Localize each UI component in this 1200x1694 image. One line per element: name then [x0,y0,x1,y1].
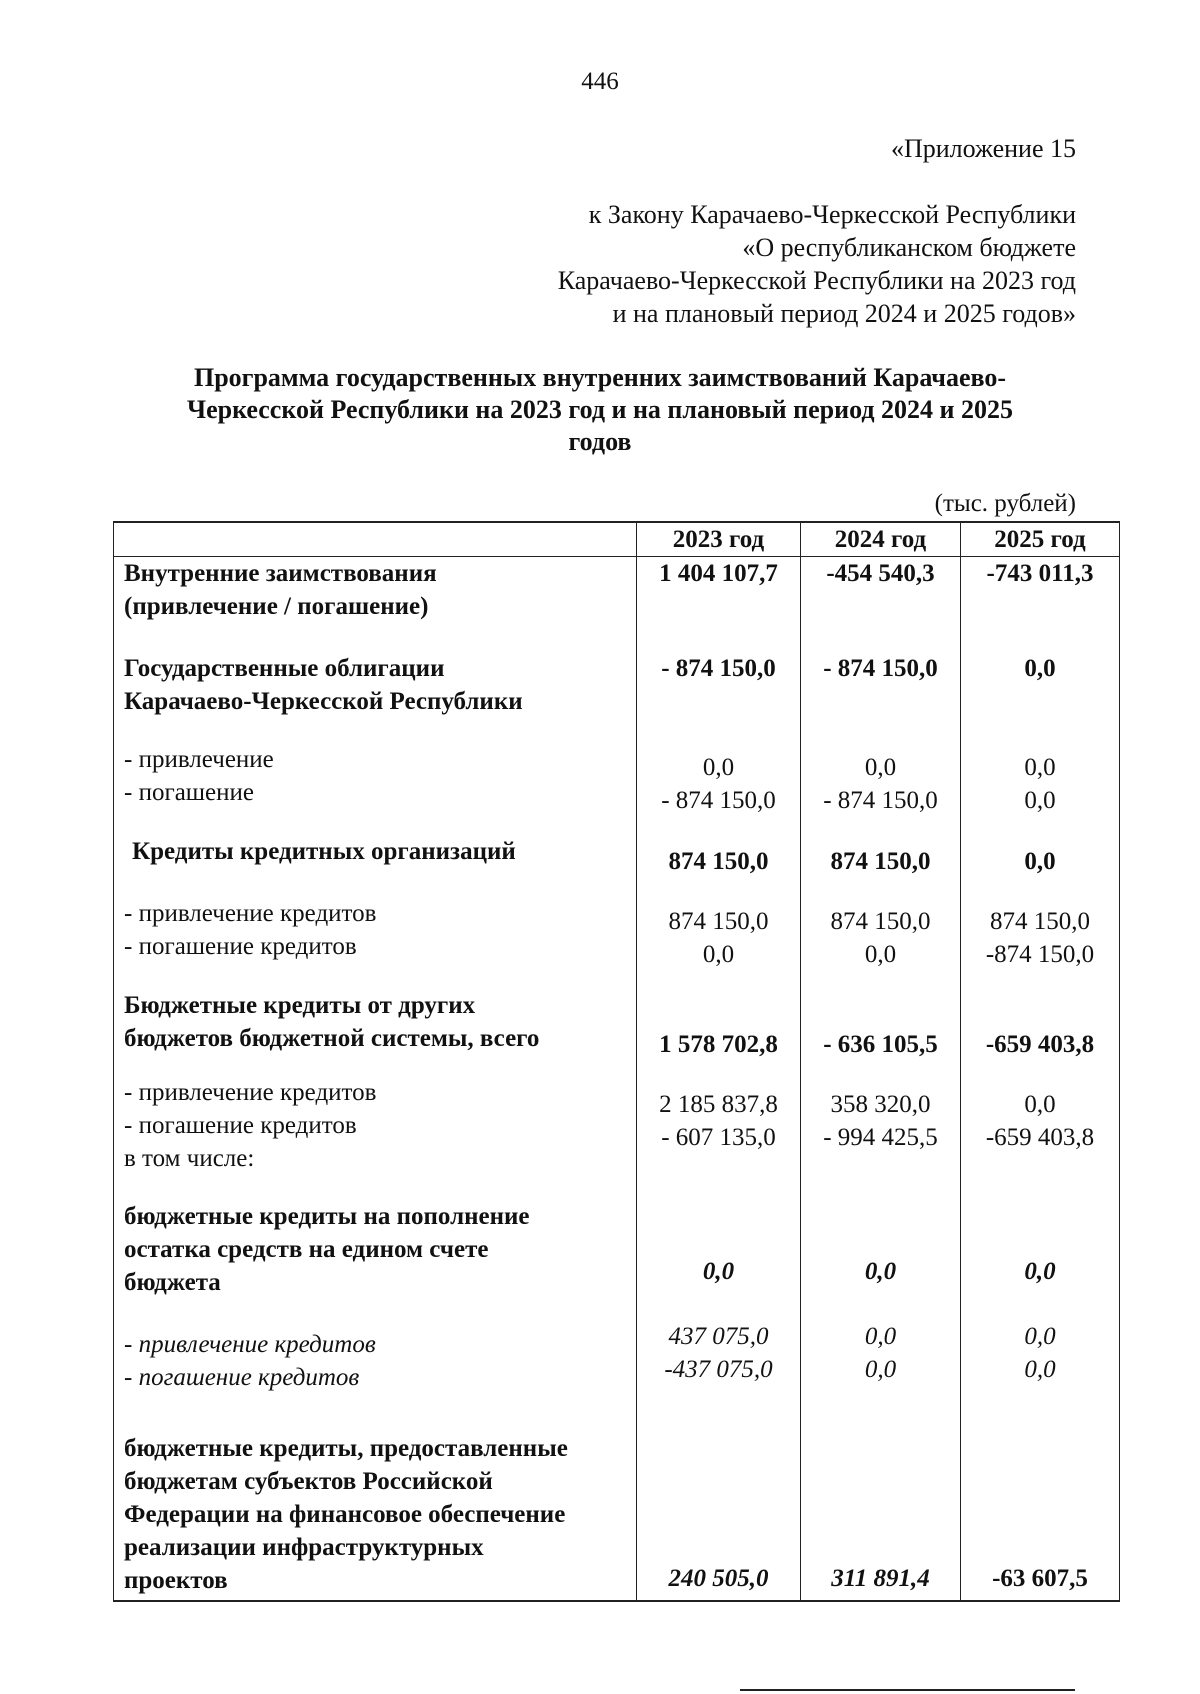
value-line: 0,0 [702,754,735,781]
row-label-budget-credits [114,989,637,1076]
table-row [114,897,1120,989]
header-2024: 2024 год [801,522,961,557]
footer-rule [740,1689,1075,1691]
value-line: 0,0 [864,1323,897,1350]
row-label-infrastructure [114,1432,637,1601]
value-line: 0,0 [1024,754,1056,781]
value-line: - 607 135,0 [661,1124,776,1151]
label-line: бюджета [124,1269,221,1296]
values-2025 [961,743,1120,835]
law-line: и на плановый период 2024 и 2025 годов» [612,299,1076,328]
table-row [114,652,1120,743]
values-2023 [637,1320,801,1432]
values-2024 [801,1076,961,1200]
values-2024 [801,897,961,989]
row-label-bank-sub [114,897,637,989]
label-line: бюджетам субъектов Российской [124,1468,493,1495]
title-line: Черкесской Республики на 2023 год и на плановый период 2024 и 2025 [187,395,1013,424]
value-line: 874 150,0 [668,908,769,935]
label-line: проектов [124,1567,228,1594]
law-line: «О республиканском бюджете [742,233,1076,262]
law-line: к Закону Карачаево-Черкесской Республики [588,200,1076,229]
label-line: - погашение [124,779,255,806]
label-line: - погашение кредитов [124,933,357,960]
value-line: -874 150,0 [985,941,1095,968]
value-line: 0,0 [702,941,735,968]
header-2023: 2023 год [637,522,801,557]
value-2024: 311 891,4 [801,1432,961,1601]
value-2025: 0,0 [961,1200,1120,1320]
value-line: 0,0 [864,941,897,968]
value-2023: 1 404 107,7 [637,557,801,653]
label-line: - погашение кредитов [124,1112,357,1139]
header-blank [114,522,637,557]
value-line: 0,0 [864,754,897,781]
value-line: 0,0 [1024,1323,1056,1350]
table-row [114,835,1120,897]
value-2023: 1 578 702,8 [637,989,801,1076]
label-line: - привлечение [124,746,274,773]
label-line: - привлечение кредитов [124,1079,377,1106]
appendix-label: «Приложение 15 [890,134,1076,163]
value-2024: - 874 150,0 [801,652,961,743]
label-line: Бюджетные кредиты от других [124,992,476,1019]
value-line: -659 403,8 [985,1124,1095,1151]
value-line: 2 185 837,8 [659,1091,778,1118]
value-2024: -454 540,3 [801,557,961,653]
label-line: остатка средств на едином счете [124,1236,489,1263]
value-line: - 994 425,5 [823,1124,938,1151]
label-line: в том числе: [124,1145,255,1172]
values-2025 [961,1320,1120,1432]
row-label-bonds [114,652,637,743]
value-2023: 874 150,0 [637,835,801,897]
values-2024 [801,743,961,835]
label-line: Внутренние заимствования [124,560,437,587]
label-line: бюджетов бюджетной системы, всего [124,1025,540,1052]
label-line: Кредиты кредитных организаций [132,838,516,865]
values-2023 [637,897,801,989]
table-header-row [114,522,1120,557]
document-title [120,362,1080,458]
row-label-bank-credits [114,835,637,897]
value-line: 874 150,0 [990,908,1090,935]
page-number: 446 [581,68,619,95]
row-label-single-account-sub [114,1320,637,1432]
label-line: - погашение кредитов [124,1364,360,1391]
title-line: годов [568,427,632,456]
value-line: 0,0 [1024,1356,1056,1383]
units-label: (тыс. рублей) [934,490,1076,517]
header-2025: 2025 год [961,522,1120,557]
value-line: 437 075,0 [668,1323,769,1350]
label-line: Карачаево-Черкесской Республики [124,688,523,715]
law-line: Карачаево-Черкесской Республики на 2023 год [557,266,1076,295]
value-2025: -659 403,8 [961,989,1120,1076]
row-label-internal [114,557,637,653]
value-line: 358 320,0 [830,1091,931,1118]
row-label-single-account [114,1200,637,1320]
value-2023: 0,0 [637,1200,801,1320]
label-line: бюджетные кредиты на пополнение [124,1203,530,1230]
row-label-bonds-sub [114,743,637,835]
values-2025 [961,897,1120,989]
law-reference [558,198,1076,330]
table-row [114,1076,1120,1200]
value-line: -437 075,0 [664,1356,773,1383]
table-row [114,989,1120,1076]
label-line: Федерации на финансовое обеспечение [124,1501,566,1528]
label-line: - привлечение кредитов [124,1331,376,1358]
table-row [114,1320,1120,1432]
values-2023 [637,743,801,835]
label-line: реализации инфраструктурных [124,1534,484,1561]
value-line: 874 150,0 [830,908,931,935]
value-line: - 874 150,0 [661,787,776,814]
value-2023: 240 505,0 [637,1432,801,1601]
value-2024: - 636 105,5 [801,989,961,1076]
value-2025: 0,0 [961,835,1120,897]
title-line: Программа государственных внутренних заимствований Карачаево- [193,363,1007,392]
label-line: - привлечение кредитов [124,900,377,927]
row-label-budget-sub [114,1076,637,1200]
value-line: 0,0 [864,1356,897,1383]
value-2024: 0,0 [801,1200,961,1320]
values-2023 [637,1076,801,1200]
table-row [114,1432,1120,1601]
label-line: (привлечение / погашение) [124,593,429,620]
value-2025: 0,0 [961,652,1120,743]
borrowing-table [113,521,1120,1602]
value-line: 0,0 [1024,787,1056,814]
value-line: - 874 150,0 [823,787,938,814]
value-2023: - 874 150,0 [637,652,801,743]
value-line: 0,0 [1024,1091,1056,1118]
values-2025 [961,1076,1120,1200]
table-row [114,743,1120,835]
label-line: Государственные облигации [124,655,445,682]
table-row [114,557,1120,653]
table-row [114,1200,1120,1320]
value-2024: 874 150,0 [801,835,961,897]
value-2025: -743 011,3 [961,557,1120,653]
label-line: бюджетные кредиты, предоставленные [124,1435,568,1462]
values-2024 [801,1320,961,1432]
value-2025: -63 607,5 [961,1432,1120,1601]
